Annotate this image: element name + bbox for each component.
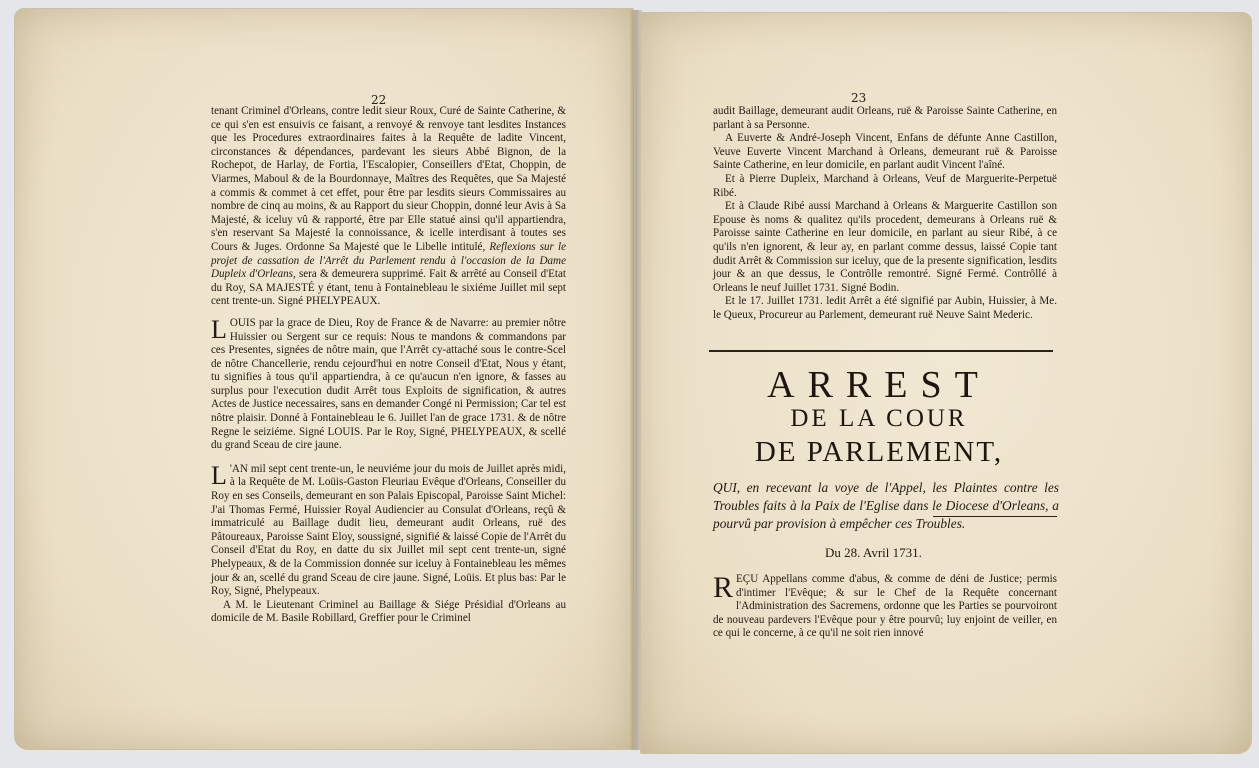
paragraph: A Euverte & André-Joseph Vincent, Enfans de défunte Anne Castillon, Veuve Euverte Vincent Marchand à Orleans, demeurant ruë & Paroisse Sainte Catherine, en leur domicile, en parlant audit Vincent l'aîné.: [713, 132, 1057, 172]
paragraph: LOUIS par la grace de Dieu, Roy de France & de Navarre: au premier nôtre Huissier ou Sergent sur ce requis: Nous te mandons & commandons par ces Presentes, signées de nôtre main, que l'Arrêt cy-attaché sous le contre-Scel de nôtre Chancellerie, rendu cejourd'hui en notre Conseil d'Etat, Nous y étant, tu signifies à tous qu'il appartiendra, à ce qu'aucun n'en ignore, & fasses au surplus pour l'execution dudit Arrêt tous Exploits de signification, & autres Actes de Justice necessaires, sans en demander Congé ni Permission; Car tel est nôtre plaisir. Donné à Fontainebleau le 6. Juillet l'an de grace 1731. & de nôtre Regne le seiziéme. Signé LOUIS. Par le Roy, Signé, PHELYPEAUX, & scellé du grand Sceau de cire jaune.: [211, 314, 566, 452]
paragraph: tenant Criminel d'Orleans, contre ledit sieur Roux, Curé de Sainte Catherine, & ce qui s'en est ensuivis ce faisant, a renvoyé & renvoye tant lesdites Instances que les Procedures extraordinaires faites à la Requête de ladite Vincent, circonstances & dépendances, pardevant les sieurs Abbé Bignon, de la Rochepot, de Harlay, de Fortia, l'Escalopier, Conseillers d'Etat, Choppin, de Viarmes, Maboul & de la Bourdonnaye, Maîtres des Requêtes, que Sa Majesté a commis & commet à cet effet, pour être par lesdits sieurs Commissaires au nombre de cinq au moins, & au Rapport du sieur Choppin, donné leur Avis à Sa Majesté, & iceluy vû & rapporté, être par Elle statué ainsi qu'il appartiendra, s'en reservant Sa Majesté la connoissance, & icelle interdisant à toutes ses Cours & Juges. Ordonne Sa Majesté que le Libelle intitulé, Reflexions sur le projet de cassation de l'Arrêt du Parlement rendu à l'occasion de la Dame Dupleix d'Orleans, sera & demeurera supprimé. Fait & arrêté au Conseil d'Etat du Roy, SA MAJESTÉ y étant, tenu à Fontainebleau le sixiéme Juillet mil sept cent trente-un. Signé PHELYPEAUX.: [211, 105, 566, 308]
left-text-block: [211, 105, 566, 626]
subtitle: QUI, en recevant la voye de l'Appel, les Plaintes contre les Troubles faits à la Paix de l'Eglise dans le Diocese d'Orleans, a pourvû par provision à empêcher ces Troubles.: [713, 480, 1059, 531]
title-de-parlement: DE PARLEMENT,: [754, 436, 1004, 468]
paragraph: L 'AN mil sept cent trente-un, le neuviéme jour du mois de Juillet après midi, à la Requête de M. Loüis-Gaston Fleuriau Evêque d'Orleans, Conseiller du Roy en ses Conseils, demeurant en son Palais Episcopal, Paroisse Saint Michel: J'ai Thomas Fermé, Huissier Royal Audiencier au Consulat d'Orleans, reçû & immatriculé au Baillage dudit lieu, demeurant audit Orleans, ruë des Pâtoureaux, Paroisse Saint Eloy, soussigné, signifié & laissé Copie de l'Arrêt du Conseil d'Etat du Roy, en datte du six Juillet mil sept cent trente-un, signé Phelypeaux, & de la Commission donnée sur iceluy à Fontainebleau les mêmes jour & an, scellé du grand Sceau de cire jaune. Signé, Loüis. Et plus bas: Par le Roy, Signé, Phelypeaux.: [211, 460, 566, 598]
left-page: [14, 8, 634, 750]
title-de-la-cour: DE LA COUR: [790, 405, 968, 432]
title-arrest: ARREST: [767, 364, 991, 406]
paragraph: Et à Pierre Dupleix, Marchand à Orleans, Veuf de Marguerite-Perpetuë Ribé.: [713, 172, 1057, 199]
page-number: 23: [851, 91, 867, 105]
paragraph: REÇU Appellans comme d'abus, & comme de déni de Justice; permis d'intimer l'Evêque; & sur le Chef de la Requête concernant l'Administration des Sacremens, ordonne que les Parties se pourvoiront de nouveau pardevers l'Evêque pour y être pourvû; luy enjoint de veiller, en ce qui le concerne, à ce qu'il ne soit rien innové: [713, 571, 1057, 640]
right-text-block: [713, 105, 1057, 323]
right-page: [640, 12, 1252, 754]
date-line: Du 28. Avril 1731.: [825, 545, 922, 560]
paragraph: Et à Claude Ribé aussi Marchand à Orleans & Marguerite Castillon son Epouse ès noms & qualitez qu'ils procedent, demeurans à Orleans ruë & Paroisse sainte Catherine en leur domicile, en parlant au sieur Ribé, à ce qu'ils n'en ignorent, & leur ay, en parlant comme dessus, laissé Copie tant dudit Arrêt & Commission sur iceluy, que de la presente signification, lesdits jour & an que dessus, le Contrôlle remontré. Signé Fermé. Contrôllé à Orleans le neuf Juillet 1731. Signé Bodin.: [713, 200, 1057, 294]
page-number: 22: [371, 93, 387, 107]
paragraph: A M. le Lieutenant Criminel au Baillage & Siége Présidial d'Orleans au domicile de M. Basile Robillard, Greffier pour le Criminel: [211, 598, 566, 625]
small-rule: [933, 516, 1057, 517]
paragraph: Et le 17. Juillet 1731. ledit Arrêt a été signifié par Aubin, Huissier, à Me. le Queux, Procureur au Parlement, demeurant ruë Neuve Saint Mederic.: [713, 295, 1057, 321]
paragraph: audit Baillage, demeurant audit Orleans, ruë & Paroisse Sainte Catherine, en parlant à sa Personne.: [713, 105, 1057, 131]
arrest-body: [713, 573, 1057, 641]
divider-rule: [709, 350, 1053, 352]
